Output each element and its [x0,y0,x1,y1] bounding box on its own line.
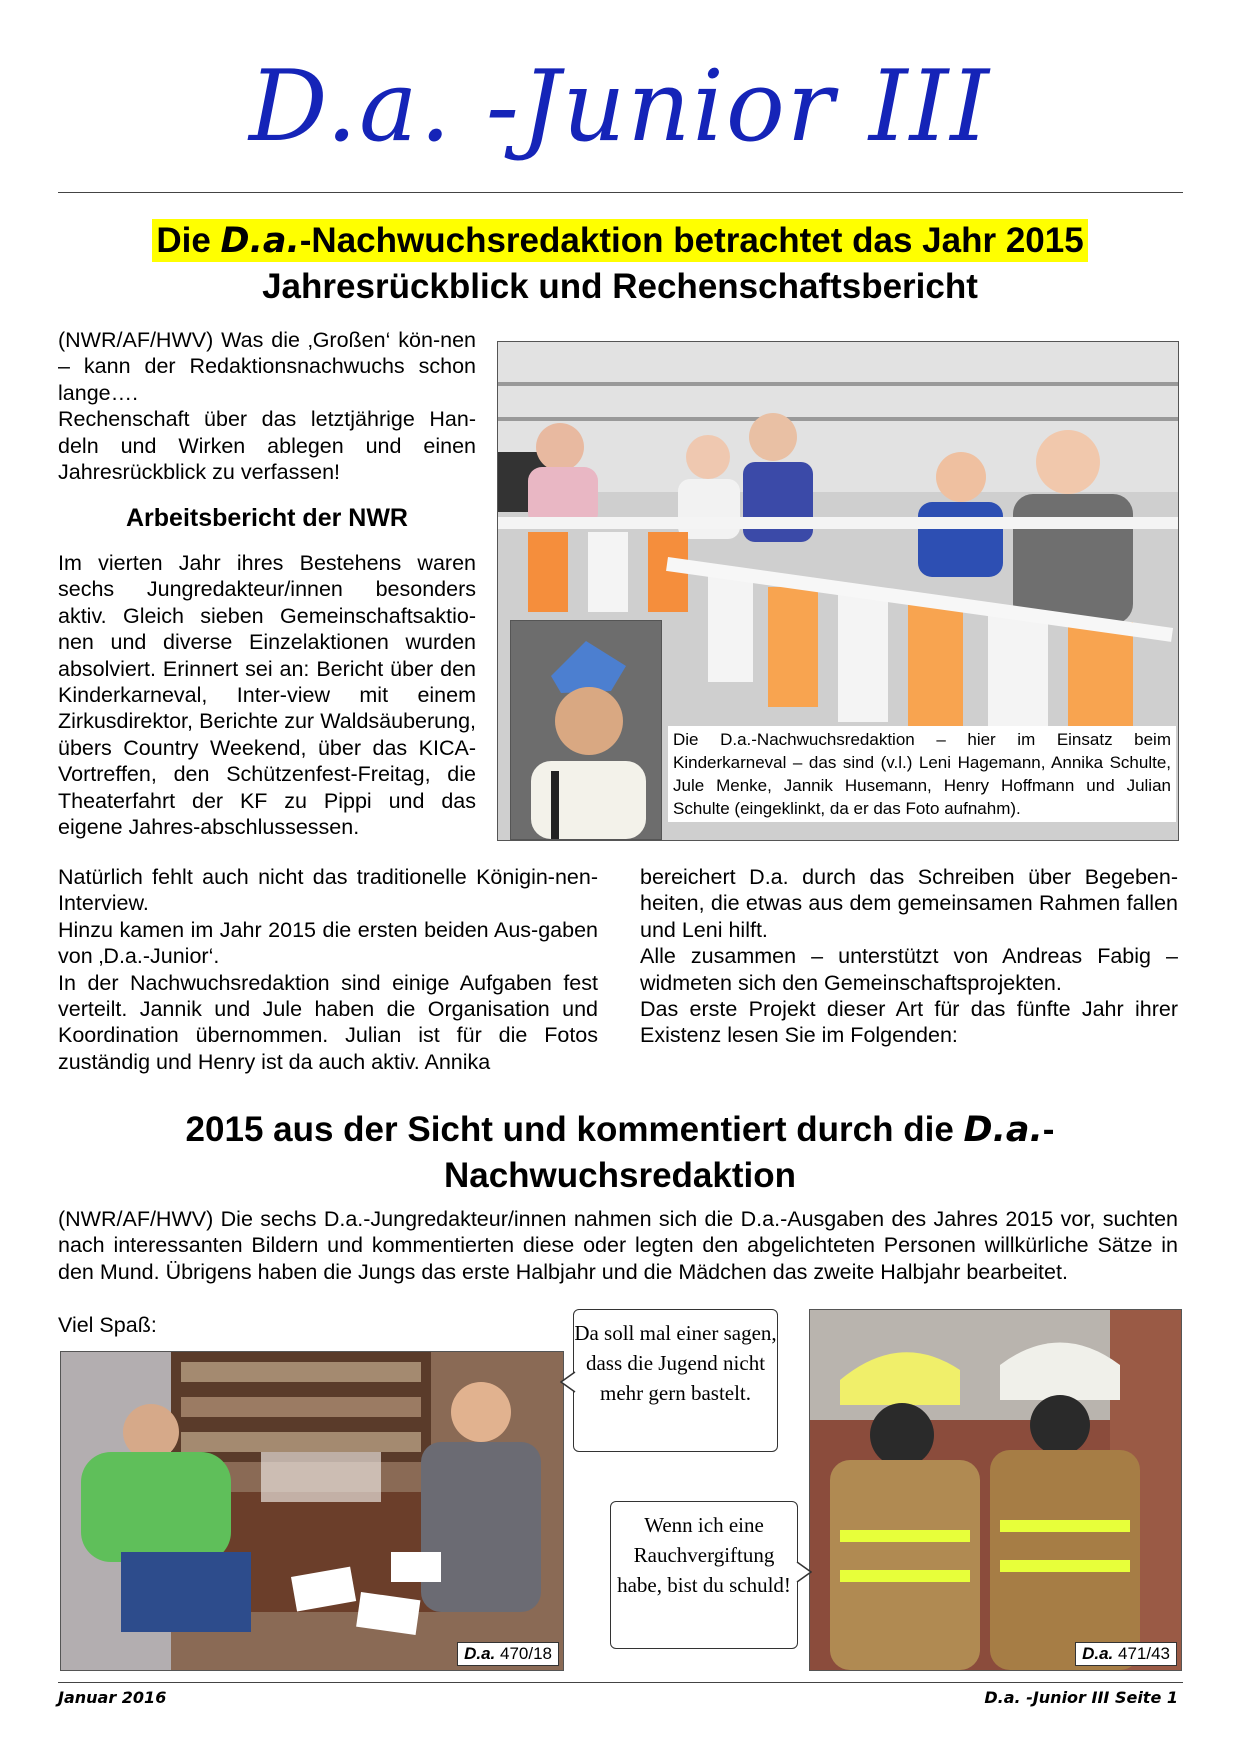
section2-heading [0,1107,1240,1199]
inset-photo-image [511,621,661,839]
photo-reference-stamp [457,1642,559,1666]
masthead-rule [58,192,1183,193]
section2-body: (NWR/AF/HWV) Die sechs D.a.-Jungredakteur/innen nahmen sich die D.a.-Ausgaben des Jahres 2015 vor, suchten nach interessanten Bildern und kommentierten diese oder legten den abgelichteten Personen willkürliche Sätze in den Mund. Übrigens haben die Jungs das erste Halbjahr und die Mädchen das zweite Halbjahr bearbeitet. [58,1207,1178,1284]
speech-bubble-firefighter: Wenn ich eine Rauchvergiftung habe, bist du schuld! [610,1501,798,1649]
crafting-photo [60,1351,564,1671]
footer-date: Januar 2016 [58,1688,167,1707]
section2-heading-brand: D.a. [963,1110,1043,1150]
footer-rule [58,1682,1183,1683]
photo-caption: Die D.a.-Nachwuchsredaktion – hier im Einsatz beim Kinderkarneval – das sind (v.l.) Leni Hagemann, Annika Schulte, Jule Menke, Jannik Husemann, Henry Hoffmann und Julian Schulte (eingeklinkt, da er das Foto aufnahm). [668,726,1176,822]
headline-prefix: Die [156,221,221,260]
intro [58,327,476,485]
section2-heading-suffix: - [1042,1110,1055,1149]
crafting-photo-image [61,1352,563,1670]
stamp-ref: 471/43 [1118,1644,1170,1663]
photo-reference-stamp [1075,1642,1177,1666]
team-photo [497,341,1179,841]
section2-heading-line2: Nachwuchsredaktion [443,1156,797,1195]
report-paragraph: bereichert D.a. durch das Schreiben über Begeben-heiten, die etwas aus dem gemeinsamen Rahmen fallen und Leni hilft. [640,865,1178,942]
report-heading: Arbeitsbericht der NWR [126,504,408,532]
headline-suffix: -Nachwuchsredaktion betrachtet das Jahr 2015 [299,221,1084,260]
headline [0,218,1240,310]
report-paragraph: Natürlich fehlt auch nicht das traditionelle Königin-nen-Interview. [58,865,598,916]
stamp-brand: D.a. [464,1644,496,1663]
firefighter-photo [809,1309,1182,1671]
headline-highlight [152,219,1087,262]
speech-bubble-pointer [796,1560,812,1584]
report-paragraph: Das erste Projekt dieser Art für das fünfte Jahr ihrer Existenz lesen Sie im Folgenden: [640,997,1178,1048]
report-paragraph: Hinzu kamen im Jahr 2015 die ersten beiden Aus-gaben von ‚D.a.-Junior‘. [58,917,598,969]
stamp-brand: D.a. [1082,1644,1114,1663]
report-column1-bottom [58,864,598,1075]
masthead: D.a. -Junior III [248,50,992,164]
section2-closing: Viel Spaß: [58,1313,157,1337]
speech-bubble-pointer [560,1370,576,1394]
report-column2 [640,864,1178,1049]
headline-brand: D.a. [220,221,300,261]
report-paragraph: In der Nachwuchsredaktion sind einige Aufgaben fest verteilt. Jannik und Jule haben die Organisation und Koordination übernommen. Julian ist für die Fotos zuständig und Henry ist da auch aktiv. Annika [58,970,598,1074]
intro-paragraph: Rechenschaft über das letztjährige Han-deln und Wirken ablegen und einen Jahresrückblick zu verfassen! [58,407,476,485]
firefighter-photo-image [810,1310,1181,1670]
report-column1-top: Im vierten Jahr ihres Bestehens waren sechs Jungredakteur/innen besonders aktiv. Gleich sieben Gemeinschaftsaktio-nen und diverse Einzelaktionen wurden absolviert. Erinnert sei an: Bericht über den Kinderkarneval, Inter-view mit einem Zirkusdirektor, Berichte zur Waldsäuberung, übers Country Weekend, über das KICA-Vortreffen, den Schützenfest-Freitag, die Theaterfahrt der KF zu Pippi und das eigene Jahres-abschlussessen. [58,551,476,840]
headline-subline: Jahresrückblick und Rechenschaftsbericht [262,267,978,306]
speech-bubble-crafting: Da soll mal einer sagen, dass die Jugend nicht mehr gern bastelt. [573,1309,778,1452]
report-paragraph: Alle zusammen – unterstützt von Andreas Fabig – widmeten sich den Gemeinschaftsprojekten. [640,944,1178,995]
stamp-ref: 470/18 [500,1644,552,1663]
inset-photo [510,620,662,840]
footer-page: D.a. -Junior III Seite 1 [984,1688,1178,1707]
intro-paragraph: (NWR/AF/HWV) Was die ‚Großen‘ kön-nen – kann der Redaktionsnachwuchs schon lange…. [58,328,476,405]
section2-heading-prefix: 2015 aus der Sicht und kommentiert durch die [185,1110,964,1149]
